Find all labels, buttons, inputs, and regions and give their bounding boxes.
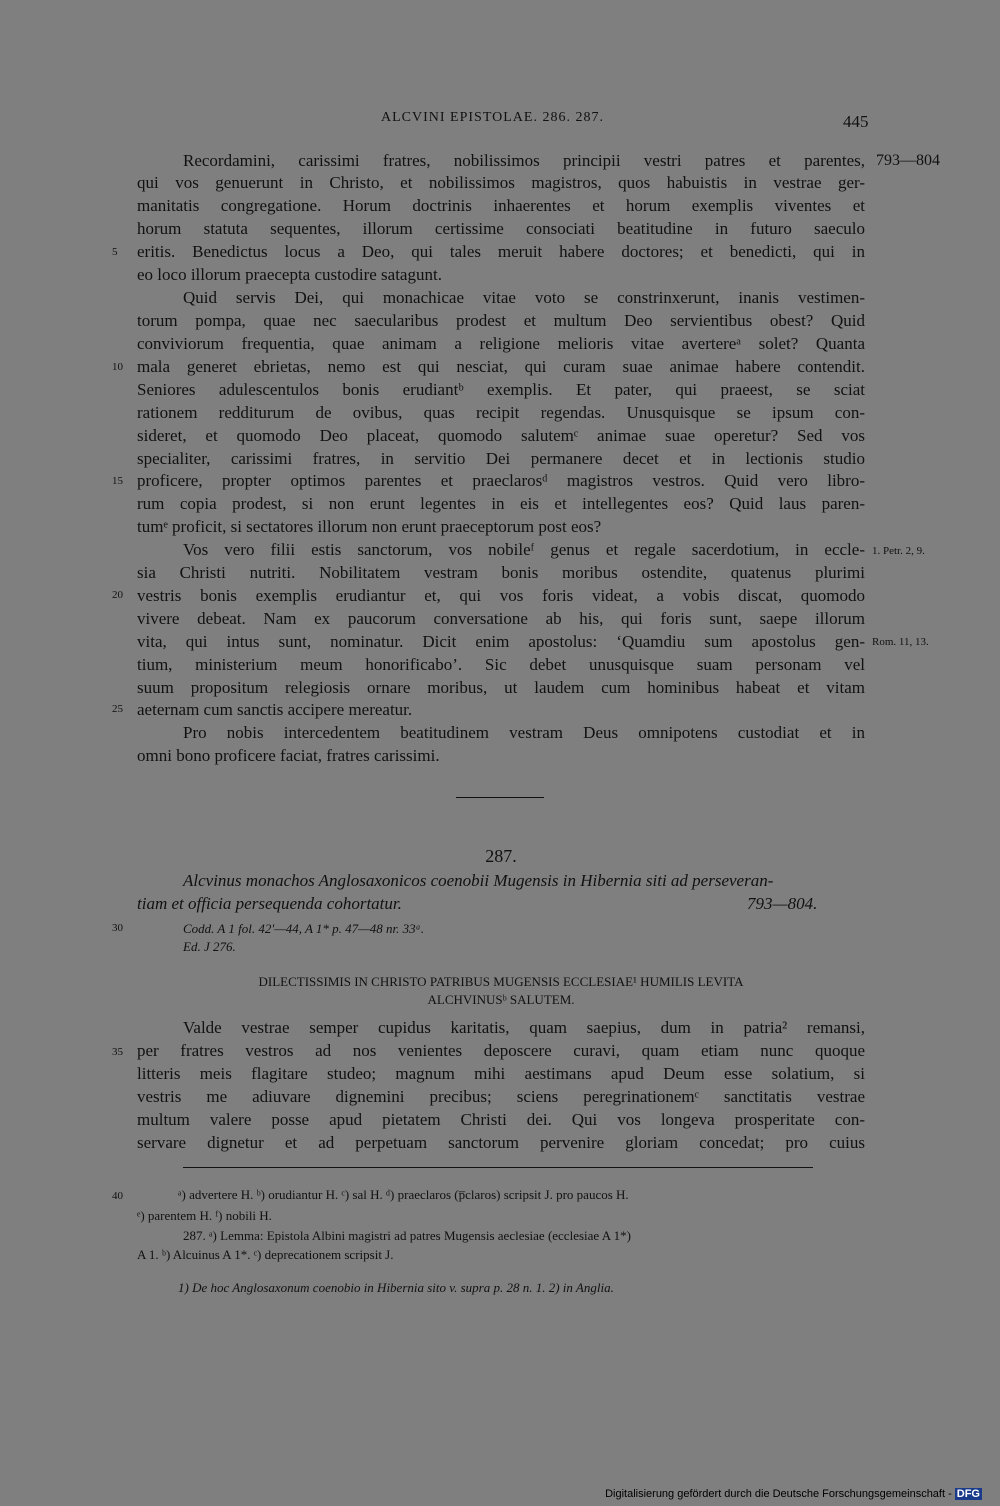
text-line: aeternam cum sanctis accipere mereatur.	[137, 700, 413, 719]
edition-note: Ed. J 276.	[183, 939, 236, 954]
text-line: rum copia prodest, si non erunt legentes in eis et intellegentes eos? Quid laus paren-	[137, 494, 865, 513]
text-line: vivere debeat. Nam ex paucorum conversatione ab his, qui foris sunt, saepe illorum	[137, 609, 865, 628]
line-number: 25	[112, 703, 123, 715]
footnote-line: ᵉ) parentem H. ᶠ) nobili H.	[137, 1208, 272, 1223]
text-line: conviviorum frequentia, quae animam a religione melioris vitae avertereᵃ solet? Quanta	[137, 334, 865, 353]
text-line: sideret, et quomodo Deo placeat, quomodo salutemᶜ animae suae operetur? Sed vos	[137, 426, 865, 445]
letter-summary-2: tiam et officia persequenda cohortatur.	[137, 894, 402, 913]
text-line: sia Christi nutriti. Nobilitatem vestram bonis moribus ostendite, quatenus plurimi	[137, 563, 865, 582]
text-line: vita, qui intus sunt, nominatur. Dicit enim apostolus: ‘Quamdiu sum apostolus gen-	[137, 632, 865, 651]
margin-ref-petr: 1. Petr. 2, 9.	[872, 545, 925, 557]
footnote-line: A 1. ᵇ) Alcuinus A 1*. ᶜ) deprecationem scripsit J.	[137, 1247, 394, 1262]
letter-summary-1: Alcvinus monachos Anglosaxonicos coenobii Mugensis in Hibernia siti ad perseveran-	[183, 871, 774, 890]
text-line: manitatis congregatione. Horum doctrinis inhaerentes et horum exemplis viventes et	[137, 196, 865, 215]
text-line: Recordamini, carissimi fratres, nobilissimos principii vestri patres et parentes,	[183, 151, 865, 170]
codices-note: Codd. A 1 fol. 42'—44, A 1* p. 47—48 nr. 33ᵃ.	[183, 921, 425, 936]
text-line: torum pompa, quae nec saecularibus prodest et multum Deo servientibus obest? Quid	[137, 311, 865, 330]
text-line: rationem redditurum de ovibus, quas recipit regendas. Unusquisque se ipsum con-	[137, 403, 865, 422]
text-line: eo loco illorum praecepta custodire satagunt.	[137, 265, 442, 284]
line-number: 20	[112, 589, 123, 601]
section-separator	[456, 797, 544, 798]
text-line: per fratres vestros ad nos venientes deposcere curavi, quam etiam nunc quoque	[137, 1041, 865, 1060]
text-line: omni bono proficere faciat, fratres carissimi.	[137, 746, 440, 765]
text-line: litteris meis flagitare studeo; magnum mihi aestimans apud Deum esse solatium, si	[137, 1064, 865, 1083]
text-line: Seniores adulescentulos bonis erudiantᵇ exemplis. Et pater, qui praeest, se sciat	[137, 380, 865, 399]
footnote-line: 287. ᵃ) Lemma: Epistola Albini magistri ad patres Mugensis aeclesiae (ecclesiae A 1*)	[183, 1228, 631, 1243]
footnote-line: ᵃ) advertere H. ᵇ) orudiantur H. ᶜ) sal H. ᵈ) praeclaros (p̅claros) scripsit J. pro paucos H.	[178, 1187, 629, 1202]
funding-text: Digitalisierung gefördert durch die Deutsche Forschungsgemeinschaft -	[605, 1488, 952, 1500]
text-line: multum valere posse apud pietatem Christi dei. Qui vos longeva prosperitate con-	[137, 1110, 865, 1129]
text-line: Pro nobis intercedentem beatitudinem vestram Deus omnipotens custodiat et in	[183, 723, 865, 742]
text-line: Quid servis Dei, qui monachicae vitae voto se constrinxerunt, inanis vestimen-	[183, 288, 865, 307]
text-line: vestris bonis exemplis erudiantur et, qui vos foris videat, a vobis discat, quomodo	[137, 586, 865, 605]
text-line: tium, ministerium meum honorificabo’. Sic debet unusquisque suam personam vel	[137, 655, 865, 674]
text-line: proficere, propter optimos parentes et praeclarosᵈ magistros vestros. Quid vero libro-	[137, 471, 865, 490]
letter-number: 287.	[485, 846, 517, 866]
running-title: ALCVINI EPISTOLAE. 286. 287.	[381, 110, 604, 125]
text-line: horum statuta sequentes, illorum certissime consociati beatitudine in futuro saeculo	[137, 219, 865, 238]
text-line: specialiter, carissimi fratres, in servitio Dei permanere decet et in lectionis studio	[137, 449, 865, 468]
line-number: 35	[112, 1046, 123, 1058]
line-number: 40	[112, 1190, 123, 1202]
line-number: 10	[112, 361, 123, 373]
text-line: tumᵉ proficit, si sectatores illorum non erunt praeceptorum post eos?	[137, 517, 602, 536]
text-line: vestris me adiuvare dignemini precibus; sciens peregrinationemᶜ sanctitatis vestrae	[137, 1087, 865, 1106]
funding-note	[605, 1488, 982, 1500]
salutation-2: ALCHVINUSᵇ SALUTEM.	[427, 992, 575, 1007]
text-line: eritis. Benedictus locus a Deo, qui tales meruit habere doctores; et benedicti, qui in	[137, 242, 865, 261]
salutation-1: DILECTISSIMIS IN CHRISTO PATRIBUS MUGENSIS ECCLESIAE¹ HUMILIS LEVITA	[258, 974, 744, 989]
text-line: qui vos genuerunt in Christo, et nobilissimos magistros, quos habuistis in vestrae ger-	[137, 173, 865, 192]
margin-ref-rom: Rom. 11, 13.	[872, 636, 929, 648]
page-number: 445	[843, 112, 869, 131]
text-line: suum propositum relegiosis ornare moribus, ut laudem cum hominibus habeat et vitam	[137, 678, 865, 697]
line-number: 30	[112, 922, 123, 934]
text-line: servare dignetur et ad perpetuam sanctorum pervenire gloriam concedat; pro cuius	[137, 1133, 865, 1152]
line-number: 5	[112, 246, 118, 258]
text-line: Valde vestrae semper cupidus karitatis, quam saepius, dum in patria² remansi,	[183, 1018, 865, 1037]
margin-date-286: 793—804	[876, 152, 940, 169]
letter-date: 793—804.	[747, 894, 818, 913]
dfg-logo: DFG	[956, 1488, 980, 1500]
footnote-line: 1) De hoc Anglosaxonum coenobio in Hibernia sito v. supra p. 28 n. 1. 2) in Anglia.	[178, 1280, 614, 1295]
text-line: mala generet ebrietas, nemo est qui nesciat, qui curam suae animae habere contendit.	[137, 357, 865, 376]
line-number: 15	[112, 475, 123, 487]
text-line: Vos vero filii estis sanctorum, vos nobileᶠ genus et regale sacerdotium, in eccle-	[183, 540, 865, 559]
footnote-rule	[183, 1167, 813, 1168]
